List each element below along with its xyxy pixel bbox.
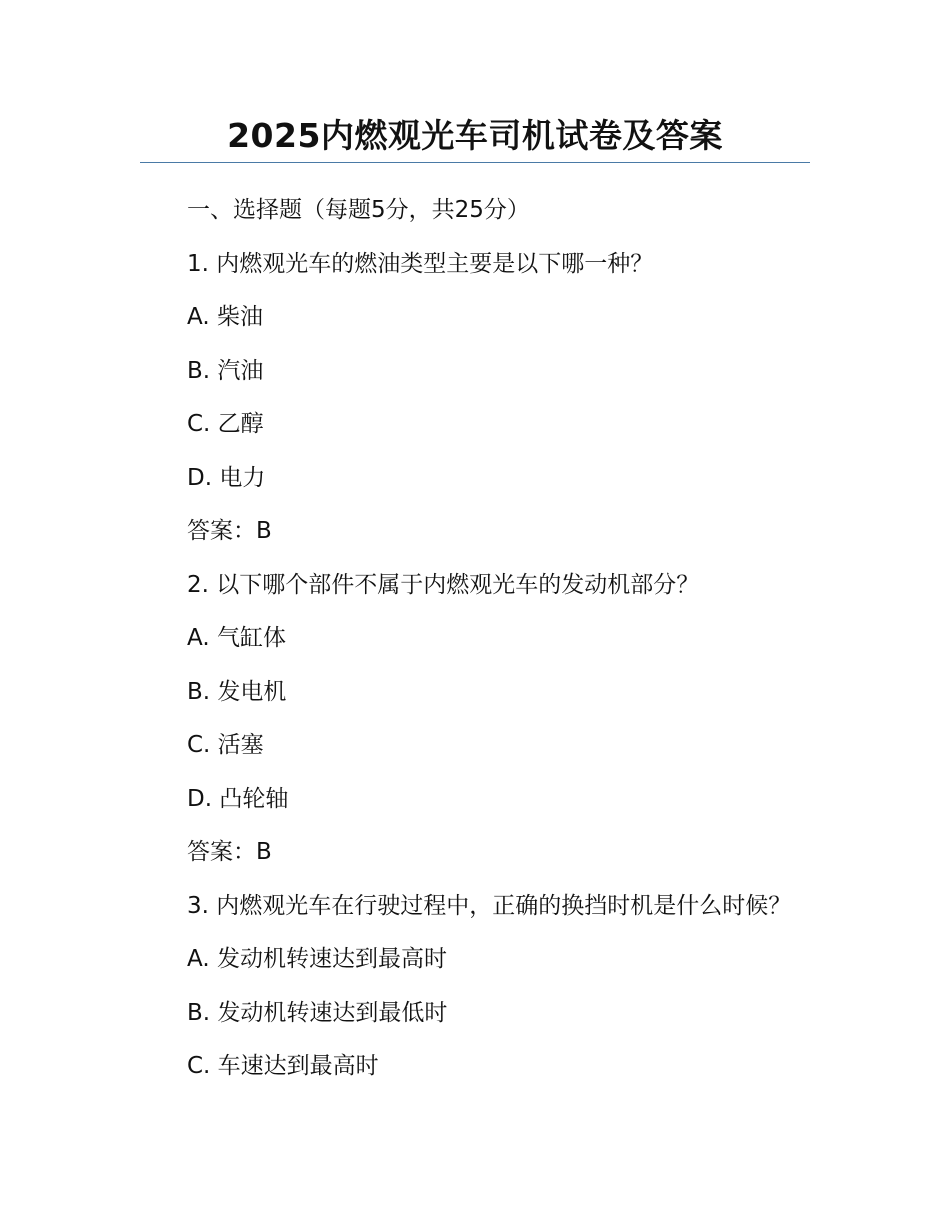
question-2-option-c: C. 活塞: [187, 732, 264, 758]
question-2-option-d: D. 凸轮轴: [187, 785, 289, 812]
question-1-option-c: C. 乙醇: [187, 411, 264, 437]
question-3-option-c: C. 车速达到最高时: [187, 1053, 379, 1079]
question-3-text: 3. 内燃观光车在行驶过程中，正确的换挡时机是什么时候？: [187, 892, 792, 919]
section-heading: 一、选择题（每题5分，共25分）: [187, 197, 530, 223]
question-2-option-b: B. 发电机: [187, 678, 287, 705]
question-1-option-d: D. 电力: [187, 464, 266, 491]
title-divider: [140, 162, 810, 163]
question-2-option-a: A. 气缸体: [187, 625, 286, 651]
question-1-option-a: A. 柴油: [187, 304, 263, 330]
question-3-option-b: B. 发动机转速达到最低时: [187, 999, 448, 1026]
question-2-text: 2. 以下哪个部件不属于内燃观光车的发动机部分？: [187, 571, 700, 598]
document-title: 2025内燃观光车司机试卷及答案: [227, 116, 723, 155]
question-2-answer: 答案：B: [187, 839, 272, 865]
question-1-answer: 答案：B: [187, 518, 272, 544]
document-body: [187, 193, 847, 1103]
question-1-option-b: B. 汽油: [187, 357, 264, 384]
question-1-text: 1. 内燃观光车的燃油类型主要是以下哪一种？: [187, 250, 654, 277]
question-3-option-a: A. 发动机转速达到最高时: [187, 946, 447, 972]
